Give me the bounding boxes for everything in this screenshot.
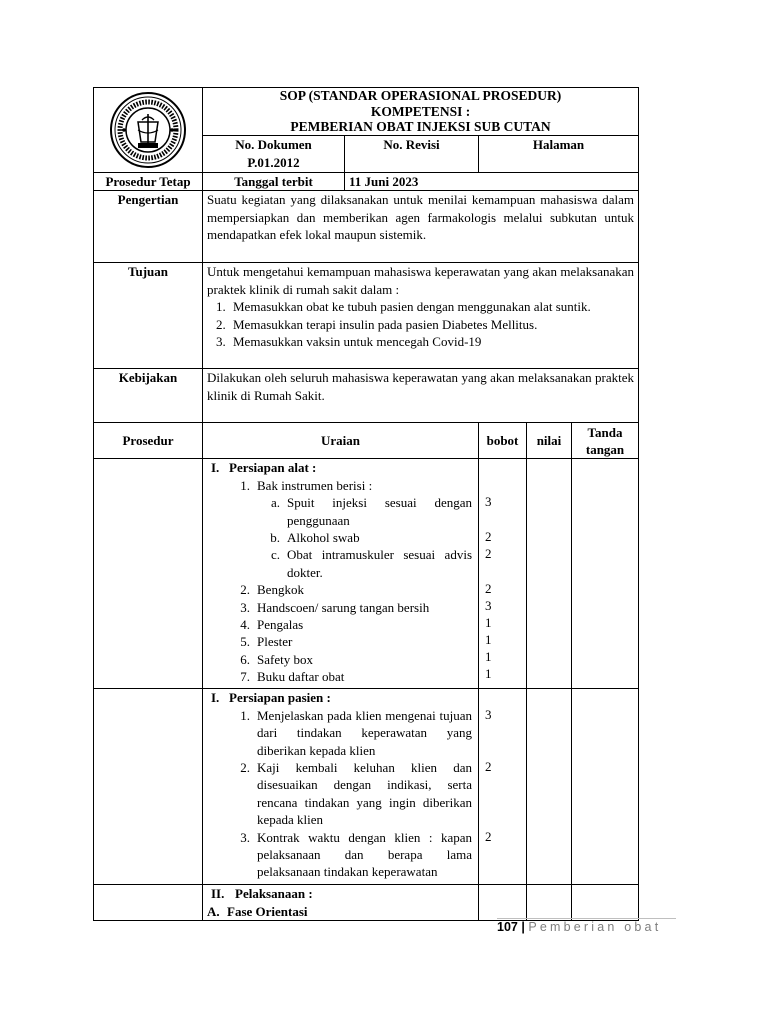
list-item [207,616,472,633]
page-footer [497,918,676,934]
bobot-value: 2 [485,759,492,775]
list-item [207,759,472,829]
running-title: Pemberian obat [528,920,662,934]
item-text: Alkohol swab [287,530,360,546]
col-nilai: nilai [527,423,572,459]
item-number: 3. [240,599,250,615]
item-number: 5. [240,634,250,650]
prosedur-empty-cell [94,459,203,689]
item-number: 3. [240,829,250,845]
bobot-value: 2 [485,829,492,845]
section-title: Pelaksanaan : [235,886,313,902]
item-number: 1. [240,707,250,723]
item-text: Pengalas [257,617,304,633]
bobot-value: 3 [485,598,492,614]
col-tanda-tangan: Tanda tangan [572,423,639,459]
persiapan-alat-section [203,459,479,689]
item-text: Plester [257,634,293,650]
item-text: Obat intramuskuler sesuai advis dokter. [287,547,472,580]
issue-date-label: Tanggal terbit [203,173,345,191]
pelaksanaan-title [207,885,474,902]
item-number: 6. [240,651,250,667]
list-item [207,599,472,616]
list-item [207,494,472,529]
issue-date-value: 11 Juni 2023 [345,173,639,191]
doc-number-cell [203,136,345,173]
prosedur-empty-cell [94,689,203,885]
persiapan-alat-bobot [479,459,527,689]
item-number: b. [270,530,280,546]
section-title: Persiapan alat : [229,460,317,476]
bobot-value: 1 [485,615,492,631]
title-line-1: SOP (STANDAR OPERASIONAL PROSEDUR) [279,88,562,103]
tanda-tangan-cell [572,885,639,921]
kebijakan-label: Kebijakan [94,369,203,423]
item-number: 7. [240,669,250,685]
persiapan-pasien-bobot [479,689,527,885]
item-number: 2. [240,760,250,776]
list-item [207,633,472,650]
list-item [207,651,472,668]
item-number: 2. [240,582,250,598]
bobot-value: 1 [485,632,492,648]
bobot-value: 3 [485,494,492,510]
prosedur-empty-cell [94,885,203,921]
section-number: II. [211,886,225,902]
section-number: I. [211,690,220,706]
bobot-value: 1 [485,666,492,682]
list-item [207,529,472,546]
persiapan-pasien-section [203,689,479,885]
section-number: I. [211,460,220,476]
item-text: Buku daftar obat [257,669,345,685]
tujuan-label: Tujuan [94,263,203,369]
item-text: Spuit injeksi sesuai dengan penggunaan [287,495,472,528]
tujuan-intro: Untuk mengetahui kemampuan mahasiswa keperawatan yang akan melaksanakan praktek klinik di rumah sakit dalam : [207,264,635,297]
sop-table [93,87,639,921]
list-item [207,546,472,581]
title-line-3: PEMBERIAN OBAT INJEKSI SUB CUTAN [290,119,551,134]
sop-title [203,88,639,136]
pengertian-text: Suatu kegiatan yang dilaksanakan untuk menilai kemampuan mahasiswa dalam mempersiapkan dan memberikan agen farmakologis melalui subkutan untuk mendapatkan efek lokal maupun sistemik. [203,191,639,263]
tanda-tangan-cell [572,459,639,689]
item-number: a. [270,495,280,511]
item-text: Kontrak waktu dengan klien : kapan pelaksanaan dan berapa lama pelaksanaan tindakan keperawatan [257,829,472,880]
fixed-procedure-label: Prosedur Tetap [94,173,203,191]
item-number: c. [270,547,280,563]
bobot-value: 2 [485,529,492,545]
tujuan-list [207,298,634,350]
item-text: Bak instrumen berisi : [257,477,373,493]
item-text: Handscoen/ sarung tangan bersih [257,599,430,615]
footer-separator: | [521,920,525,934]
item-number: 4. [240,617,250,633]
tanda-tangan-cell [572,689,639,885]
tujuan-item: 1. Memasukkan obat ke tubuh pasien dengan menggunakan alat suntik. [229,298,634,315]
bobot-value: 2 [485,546,492,562]
list-item [207,581,472,598]
institution-logo [108,90,188,170]
list-item [207,477,472,494]
kebijakan-text: Dilakukan oleh seluruh mahasiswa keperawatan yang akan melaksanakan praktek klinik di Rumah Sakit. [203,369,639,423]
page-number: 107 [497,920,518,934]
nilai-cell [527,689,572,885]
bobot-value: 1 [485,649,492,665]
logo-cell [94,88,203,173]
revision-label: No. Revisi [345,136,479,173]
tujuan-item: 3. Memasukkan vaksin untuk mencegah Covid-19 [229,333,634,350]
col-bobot: bobot [479,423,527,459]
page-label: Halaman [479,136,639,173]
nilai-cell [527,459,572,689]
persiapan-pasien-title [207,689,472,706]
item-number: 1. [240,477,250,493]
pengertian-label: Pengertian [94,191,203,263]
bobot-cell [479,885,527,921]
bobot-value: 3 [485,707,492,723]
list-item [207,707,472,759]
col-prosedur: Prosedur [94,423,203,459]
item-text: Bengkok [257,582,304,598]
item-text: Menjelaskan pada klien mengenai tujuan dari tindakan keperawatan yang diberikan kepada klien [257,707,472,758]
list-item [207,668,472,685]
persiapan-alat-title [207,459,472,476]
section-title: Persiapan pasien : [229,690,331,706]
col-uraian: Uraian [203,423,479,459]
pelaksanaan-section [203,885,479,921]
doc-number-label: No. Dokumen [235,137,312,153]
nilai-cell [527,885,572,921]
list-item [207,829,472,881]
tujuan-content [203,263,639,369]
bobot-value: 2 [485,581,492,597]
title-line-2: KOMPETENSI : [370,103,471,119]
item-text: Safety box [257,651,313,667]
doc-number-value: P.01.2012 [247,154,300,170]
item-text: Kaji kembali keluhan klien dan disesuaikan dengan indikasi, serta rencana tindakan yang ingin diberikan kepada klien [257,760,472,828]
subsection-title: Fase Orientasi [227,903,308,919]
tujuan-item: 2. Memasukkan terapi insulin pada pasien Diabetes Mellitus. [229,316,634,333]
fase-orientasi-title [207,903,474,920]
subsection-number: A. [207,903,220,919]
